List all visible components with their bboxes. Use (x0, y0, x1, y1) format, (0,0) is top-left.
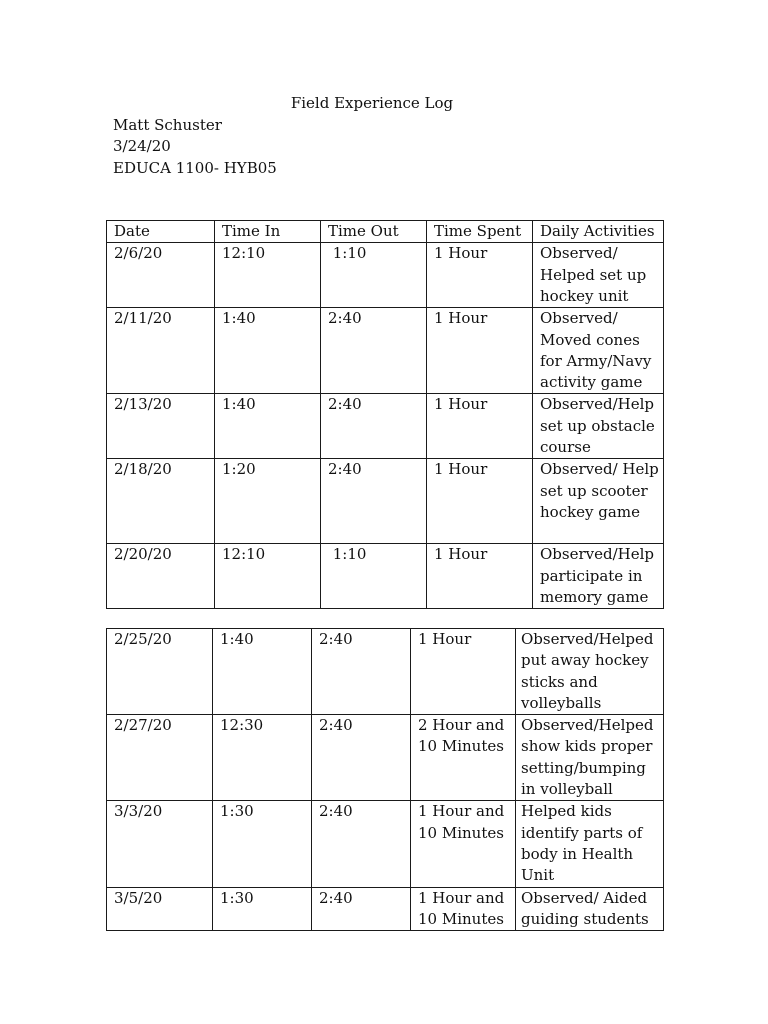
column-header-date: Date (107, 221, 215, 243)
time-in-cell: 1:40 (215, 308, 321, 394)
table-row (107, 715, 664, 801)
time-out-cell: 2:40 (312, 887, 411, 931)
document-title: Field Experience Log (290, 94, 454, 112)
date-cell: 2/25/20 (107, 629, 213, 715)
activities-cell: Observed/Help participate in memory game (533, 544, 664, 609)
time-spent-cell: 1 Hour (427, 243, 533, 308)
activities-cell: Helped kids identify parts of body in Health Unit (516, 801, 664, 887)
date-cell: 2/18/20 (107, 459, 215, 544)
time-out-cell: 1:10 (321, 243, 427, 308)
time-spent-cell: 1 Hour (427, 459, 533, 544)
date-cell: 2/20/20 (107, 544, 215, 609)
time-spent-cell: 2 Hour and 10 Minutes (411, 715, 516, 801)
submission-date: 3/24/20 (113, 137, 171, 156)
table-header-row (107, 221, 664, 243)
student-name: Matt Schuster (113, 116, 222, 134)
activities-cell: Observed/Help set up obstacle course (533, 394, 664, 459)
time-spent-cell: 1 Hour (411, 629, 516, 715)
time-spent-cell: 1 Hour and 10 Minutes (411, 887, 516, 931)
activities-cell: Observed/ Moved cones for Army/Navy activity game (533, 308, 664, 394)
activities-cell: Observed/ Helped set up hockey unit (533, 243, 664, 308)
field-log-table-2 (106, 628, 664, 931)
time-out-cell: 1:10 (321, 544, 427, 609)
field-log-table-1 (106, 220, 664, 609)
time-out-cell: 2:40 (321, 394, 427, 459)
time-in-cell: 1:30 (213, 801, 312, 887)
course-code: EDUCA 1100- HYB05 (113, 158, 277, 177)
date-cell: 2/27/20 (107, 715, 213, 801)
time-out-cell: 2:40 (312, 629, 411, 715)
date-cell: 2/6/20 (107, 243, 215, 308)
table-row (107, 629, 664, 715)
table-row (107, 308, 664, 394)
column-header-time-in: Time In (215, 221, 321, 243)
column-header-time-spent: Time Spent (427, 221, 533, 243)
date-cell: 2/13/20 (107, 394, 215, 459)
time-in-cell: 1:40 (213, 629, 312, 715)
activities-cell: Observed/Helped show kids proper setting/bumping in volleyball (516, 715, 664, 801)
time-in-cell: 1:20 (215, 459, 321, 544)
time-spent-cell: 1 Hour and 10 Minutes (411, 801, 516, 887)
document-header (113, 115, 277, 179)
time-in-cell: 12:10 (215, 243, 321, 308)
date-cell: 3/3/20 (107, 801, 213, 887)
activities-cell: Observed/Helped put away hockey sticks and volleyballs (516, 629, 664, 715)
time-in-cell: 1:40 (215, 394, 321, 459)
time-spent-cell: 1 Hour (427, 394, 533, 459)
time-in-cell: 12:10 (215, 544, 321, 609)
date-cell: 3/5/20 (107, 887, 213, 931)
time-in-cell: 1:30 (213, 887, 312, 931)
column-header-time-out: Time Out (321, 221, 427, 243)
time-spent-cell: 1 Hour (427, 308, 533, 394)
time-out-cell: 2:40 (312, 715, 411, 801)
column-header-daily-activities: Daily Activities (533, 221, 664, 243)
time-out-cell: 2:40 (321, 308, 427, 394)
activities-cell: Observed/ Aided guiding students (516, 887, 664, 931)
table-row (107, 243, 664, 308)
table-row (107, 394, 664, 459)
time-in-cell: 12:30 (213, 715, 312, 801)
time-out-cell: 2:40 (312, 801, 411, 887)
table-row (107, 801, 664, 887)
time-out-cell: 2:40 (321, 459, 427, 544)
date-cell: 2/11/20 (107, 308, 215, 394)
table-row (107, 459, 664, 544)
time-spent-cell: 1 Hour (427, 544, 533, 609)
activities-cell: Observed/ Help set up scooter hockey game (533, 459, 664, 544)
table-row (107, 544, 664, 609)
table-row (107, 887, 664, 931)
